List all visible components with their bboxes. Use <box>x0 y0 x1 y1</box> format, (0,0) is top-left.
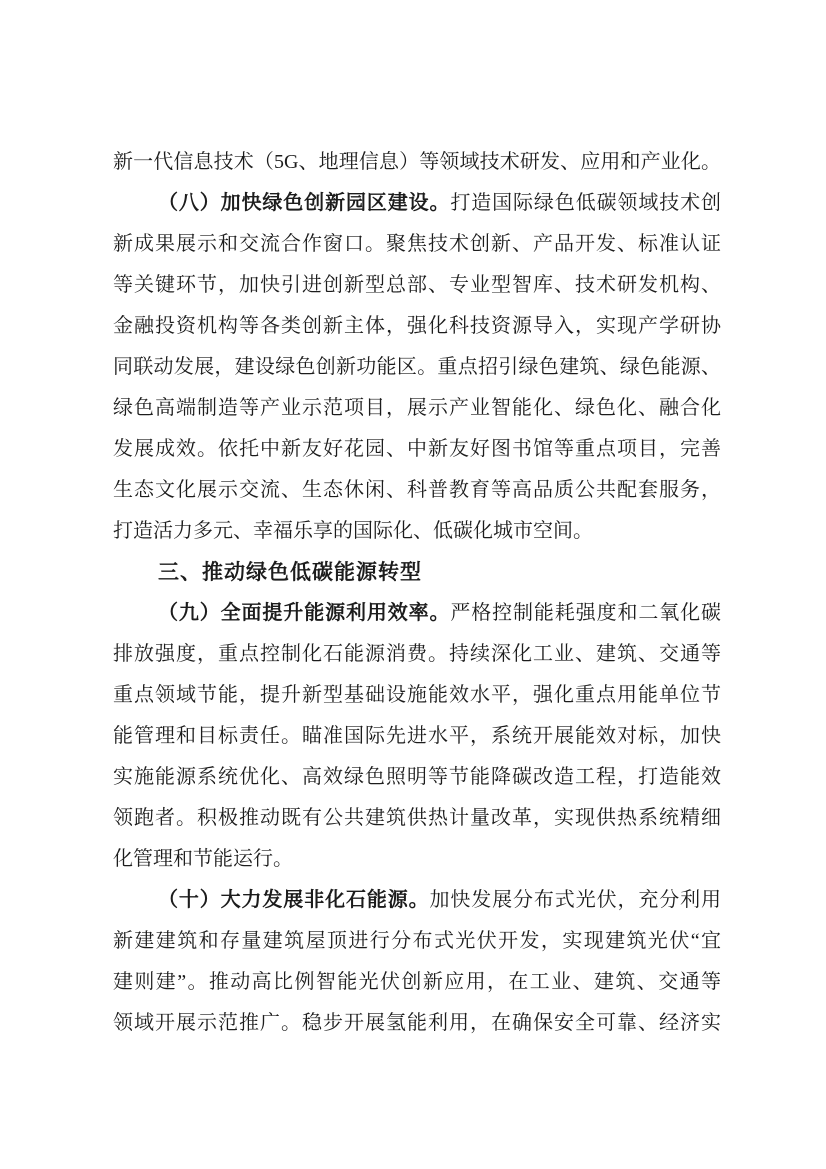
text-line <box>113 839 721 880</box>
paragraph-text: 金融投资机构等各类创新主体，强化科技资源导入，实现产学研协 <box>113 315 721 337</box>
paragraph-text: 领域开展示范推广。稳步开展氢能利用，在确保安全可靠、经济实 <box>113 1012 721 1034</box>
paragraph-text: 新建建筑和存量建筑屋顶进行分布式光伏开发，实现建筑光伏“宜 <box>113 930 721 952</box>
paragraph-lead-text: （八）加快绿色创新园区建设。 <box>158 192 451 214</box>
paragraph-text: 同联动发展，建设绿色创新功能区。重点招引绿色建筑、绿色能源、 <box>113 356 721 378</box>
paragraph-text: 加快发展分布式光伏，充分利用 <box>429 889 721 911</box>
text-line <box>113 388 721 429</box>
paragraph-text: 能管理和目标责任。瞄准国际先进水平，系统开展能效对标，加快 <box>113 725 721 747</box>
text-line <box>113 593 721 634</box>
text-line <box>113 716 721 757</box>
text-line <box>113 511 721 552</box>
paragraph-text: 新成果展示和交流合作窗口。聚焦技术创新、产品开发、标准认证 <box>113 233 721 255</box>
paragraph-text: 排放强度，重点控制化石能源消费。持续深化工业、建筑、交通等 <box>113 643 721 665</box>
text-line <box>113 1003 721 1044</box>
paragraph-text: 打造活力多元、幸福乐享的国际化、低碳化城市空间。 <box>113 520 593 542</box>
text-line <box>113 798 721 839</box>
text-line <box>113 224 721 265</box>
paragraph-text: 等关键环节，加快引进创新型总部、专业型智库、技术研发机构、 <box>113 274 721 296</box>
paragraph-text: 打造国际绿色低碳领域技术创 <box>450 192 722 214</box>
paragraph-lead-text: （十）大力发展非化石能源。 <box>158 889 430 911</box>
paragraph-lead-text: （九）全面提升能源利用效率。 <box>158 602 451 624</box>
text-line <box>113 757 721 798</box>
text-line <box>113 265 721 306</box>
paragraph-text: 绿色高端制造等产业示范项目，展示产业智能化、绿色化、融合化 <box>113 397 721 419</box>
text-line <box>113 880 721 921</box>
paragraph-text: 重点领域节能，提升新型基础设施能效水平，强化重点用能单位节 <box>113 684 721 706</box>
paragraph-text: 发展成效。依托中新友好花园、中新友好图书馆等重点项目，完善 <box>113 438 721 460</box>
text-line <box>113 634 721 675</box>
paragraph-text: 新一代信息技术（5G、地理信息）等领域技术研发、应用和产业化。 <box>113 151 721 173</box>
paragraph-text: 生态文化展示交流、生态休闲、科普教育等高品质公共配套服务， <box>113 479 721 501</box>
text-line <box>113 142 721 183</box>
paragraph-text: 领跑者。积极推动既有公共建筑供热计量改革，实现供热系统精细 <box>113 807 721 829</box>
paragraph-text: 实施能源系统优化、高效绿色照明等节能降碳改造工程，打造能效 <box>113 766 721 788</box>
text-line <box>113 675 721 716</box>
text-line <box>113 306 721 347</box>
paragraph-text: 严格控制能耗强度和二氧化碳 <box>450 602 722 624</box>
text-line <box>113 962 721 1003</box>
paragraph-text: 建则建”。推动高比例智能光伏创新应用，在工业、建筑、交通等 <box>113 971 721 993</box>
paragraph-text: 化管理和节能运行。 <box>113 848 293 870</box>
section-heading <box>113 552 721 593</box>
text-line <box>113 921 721 962</box>
text-block <box>113 142 721 1044</box>
text-line <box>113 347 721 388</box>
text-line <box>113 470 721 511</box>
text-line <box>113 429 721 470</box>
text-line <box>113 183 721 224</box>
heading-text: 三、推动绿色低碳能源转型 <box>158 561 422 584</box>
